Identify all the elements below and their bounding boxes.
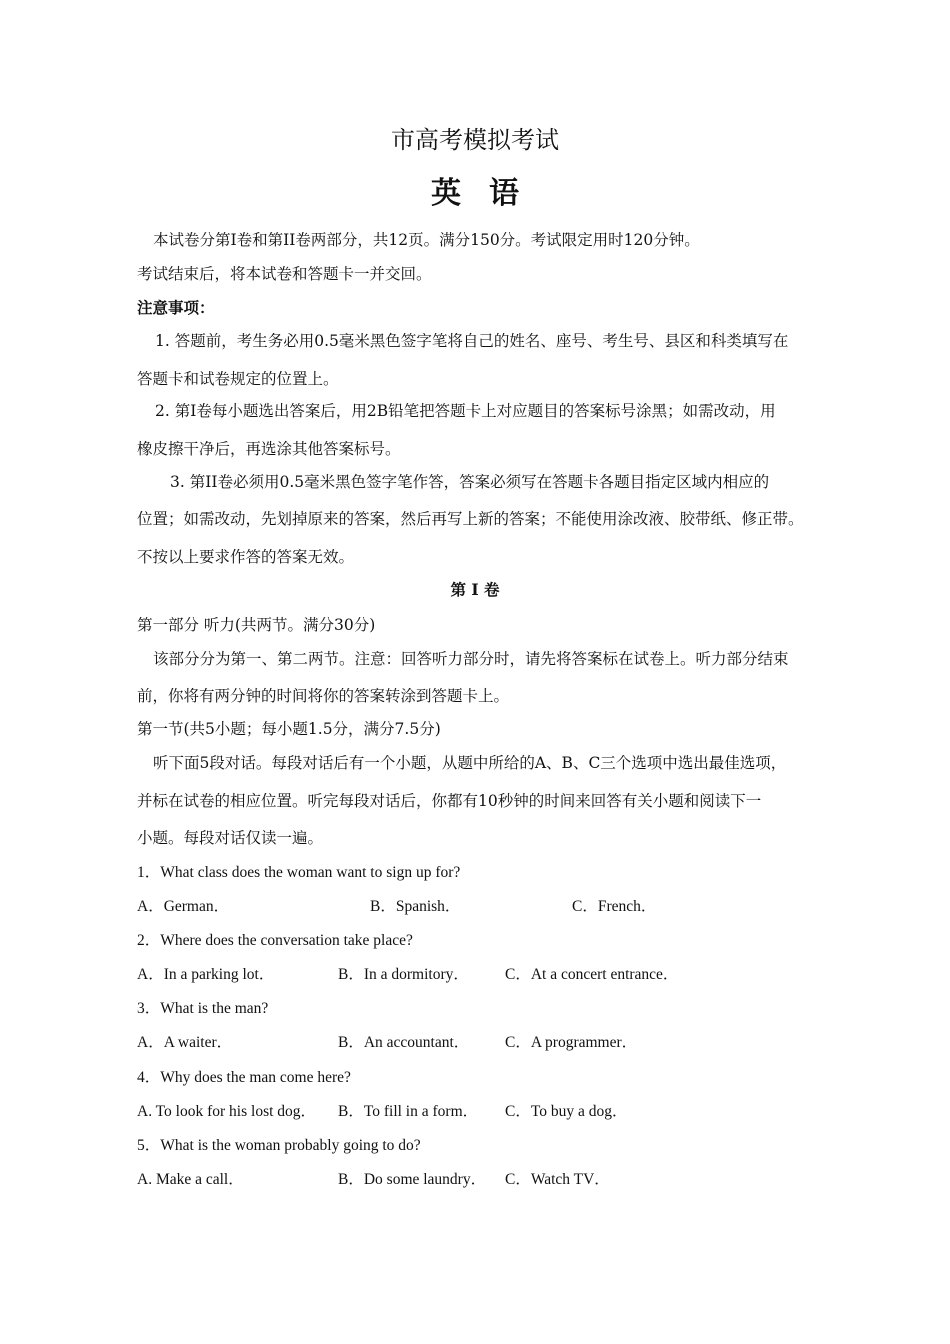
question-text: 4．Why does the man come here? bbox=[137, 1069, 351, 1086]
question-text: 1．What class does the woman want to sign up for? bbox=[137, 864, 461, 881]
option-b: B．In a dormitory． bbox=[338, 966, 469, 983]
notice-item: 答题卡和试卷规定的位置上。 bbox=[137, 370, 339, 388]
notice-item: 不按以上要求作答的答案无效。 bbox=[137, 548, 355, 566]
option-b: B．Spanish． bbox=[370, 898, 461, 915]
question-text: 3．What is the man? bbox=[137, 1000, 269, 1017]
option-a: A. Make a call． bbox=[137, 1171, 244, 1188]
option-c: C．French． bbox=[572, 898, 657, 915]
option-a: A．In a parking lot． bbox=[137, 966, 275, 983]
exam-title: 市高考模拟考试 bbox=[391, 126, 559, 154]
subject-title: 英语 bbox=[431, 176, 547, 211]
option-b: B．To fill in a form． bbox=[338, 1103, 479, 1120]
section-instruction: 小题。每段对话仅读一遍。 bbox=[137, 829, 324, 847]
question-text: 2．Where does the conversation take place? bbox=[137, 932, 413, 949]
notice-item: 2. 第I卷每小题选出答案后，用2B铅笔把答题卡上对应题目的答案标号涂黑；如需改动，用 bbox=[155, 402, 776, 420]
option-a: A．German． bbox=[137, 898, 230, 915]
option-c: C．Watch TV． bbox=[505, 1171, 610, 1188]
option-a: A．A waiter． bbox=[137, 1034, 233, 1051]
notice-heading: 注意事项： bbox=[137, 298, 215, 317]
option-c: C．At a concert entrance． bbox=[505, 966, 679, 983]
part-heading: 第一部分 听力(共两节。满分30分) bbox=[137, 616, 376, 634]
option-b: B．Do some laundry． bbox=[338, 1171, 487, 1188]
option-a: A. To look for his lost dog． bbox=[137, 1103, 317, 1120]
volume-heading: 第 I 卷 bbox=[450, 580, 500, 599]
notice-item: 位置；如需改动，先划掉原来的答案，然后再写上新的答案；不能使用涂改液、胶带纸、修正带。 bbox=[137, 510, 804, 528]
option-c: C．A programmer． bbox=[505, 1034, 638, 1051]
notice-item: 3. 第II卷必须用0.5毫米黑色签字笔作答，答案必须写在答题卡各题目指定区域内相应的 bbox=[170, 473, 770, 491]
part-instruction: 该部分分为第一、第二两节。注意：回答听力部分时，请先将答案标在试卷上。听力部分结束 bbox=[153, 650, 789, 668]
part-instruction: 前，你将有两分钟的时间将你的答案转涂到答题卡上。 bbox=[137, 687, 510, 705]
question-text: 5．What is the woman probably going to do? bbox=[137, 1137, 421, 1154]
intro-line: 考试结束后，将本试卷和答题卡一并交回。 bbox=[137, 265, 432, 283]
section-instruction: 听下面5段对话。每段对话后有一个小题，从题中所给的A、B、C三个选项中选出最佳选项， bbox=[153, 754, 787, 772]
notice-item: 橡皮擦干净后，再选涂其他答案标号。 bbox=[137, 440, 401, 458]
option-c: C．To buy a dog． bbox=[505, 1103, 628, 1120]
section-heading: 第一节(共5小题；每小题1.5分，满分7.5分) bbox=[137, 720, 441, 738]
option-b: B．An accountant． bbox=[338, 1034, 470, 1051]
section-instruction: 并标在试卷的相应位置。听完每段对话后，你都有10秒钟的时间来回答有关小题和阅读下一 bbox=[137, 792, 762, 810]
notice-item: 1. 答题前，考生务必用0.5毫米黑色签字笔将自己的姓名、座号、考生号、县区和科类填写在 bbox=[155, 332, 789, 350]
intro-line: 本试卷分第I卷和第II卷两部分，共12页。满分150分。考试限定用时120分钟。 bbox=[153, 231, 700, 249]
